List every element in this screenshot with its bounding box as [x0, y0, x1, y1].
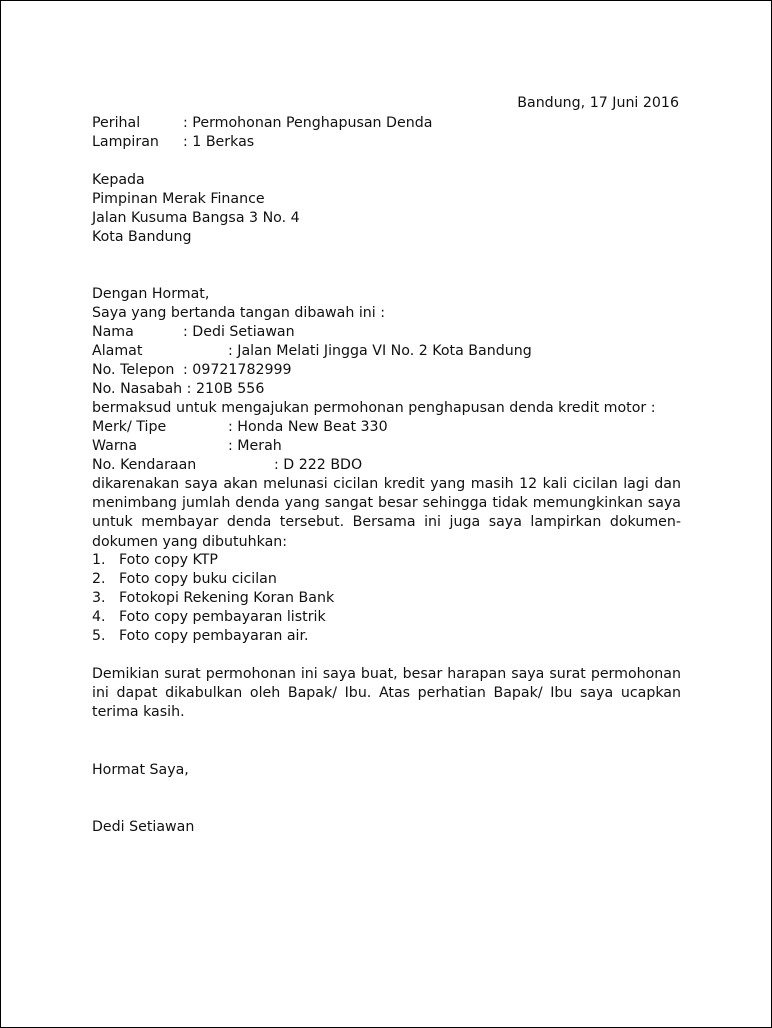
recipient-street: Jalan Kusuma Bangsa 3 No. 4	[92, 210, 300, 226]
signer-name: Dedi Setiawan	[92, 819, 195, 835]
kendaraan-row	[92, 456, 362, 475]
signoff: Hormat Saya,	[92, 762, 189, 778]
list-item	[92, 570, 277, 589]
list-item	[92, 627, 309, 646]
list-number: 4.	[92, 609, 106, 625]
alamat-label: Alamat	[92, 343, 143, 359]
telepon-row	[92, 361, 292, 380]
warna-label: Warna	[92, 438, 138, 454]
nama-label: Nama	[92, 324, 134, 340]
list-item	[92, 589, 334, 608]
recipient-to: Kepada	[92, 172, 145, 188]
merk-value: : Honda New Beat 330	[228, 419, 388, 435]
reason-paragraph: dikarenakan saya akan melunasi cicilan kredit yang masih 12 kali cicilan lagi dan menimbang jumlah denda yang sangat besar sehingga tidak memungkinkan saya untuk membayar denda tersebut. Bersama ini juga saya lampirkan dokumen-dokumen yang dibutuhkan:	[92, 476, 681, 550]
list-text: Foto copy KTP	[119, 552, 218, 568]
lampiran-label: Lampiran	[92, 134, 159, 150]
kendaraan-label: No. Kendaraan	[92, 457, 197, 473]
date-place: Bandung, 17 Juni 2016	[517, 95, 679, 111]
warna-value: : Merah	[228, 438, 282, 454]
list-number: 5.	[92, 628, 106, 644]
kendaraan-value: : D 222 BDO	[274, 457, 363, 473]
nama-value: : Dedi Setiawan	[183, 324, 295, 340]
alamat-row	[92, 342, 532, 361]
list-text: Foto copy pembayaran air.	[119, 628, 309, 644]
list-number: 2.	[92, 571, 106, 587]
telepon-label: No. Telepon	[92, 362, 175, 378]
lampiran-value: : 1 Berkas	[183, 134, 255, 150]
list-text: Foto copy pembayaran listrik	[119, 609, 326, 625]
telepon-value: : 09721782999	[183, 362, 292, 378]
list-text: Fotokopi Rekening Koran Bank	[119, 590, 335, 606]
merk-row	[92, 418, 388, 437]
warna-row	[92, 437, 282, 456]
lampiran-row	[92, 133, 254, 152]
perihal-value: : Permohonan Penghapusan Denda	[183, 115, 433, 131]
list-number: 3.	[92, 590, 106, 606]
merk-label: Merk/ Tipe	[92, 419, 167, 435]
salutation: Dengan Hormat,	[92, 286, 210, 302]
purpose-text: bermaksud untuk mengajukan permohonan penghapusan denda kredit motor :	[92, 400, 656, 416]
perihal-row	[92, 114, 432, 133]
recipient-city: Kota Bandung	[92, 229, 192, 245]
list-text: Foto copy buku cicilan	[119, 571, 277, 587]
nasabah-row	[92, 380, 264, 399]
closing-paragraph: Demikian surat permohonan ini saya buat, besar harapan saya surat permohonan ini dapat dikabulkan oleh Bapak/ Ibu. Atas perhatian Bapak/ Ibu saya ucapkan terima kasih.	[92, 666, 681, 721]
list-number: 1.	[92, 552, 106, 568]
nama-row	[92, 323, 295, 342]
nasabah-value: : 210B 556	[186, 381, 265, 397]
list-item	[92, 608, 326, 627]
list-item	[92, 551, 218, 570]
alamat-value: : Jalan Melati Jingga VI No. 2 Kota Bandung	[228, 343, 532, 359]
nasabah-label: No. Nasabah	[92, 381, 183, 397]
recipient-name: Pimpinan Merak Finance	[92, 191, 265, 207]
perihal-label: Perihal	[92, 115, 141, 131]
intro-text: Saya yang bertanda tangan dibawah ini :	[92, 305, 385, 321]
